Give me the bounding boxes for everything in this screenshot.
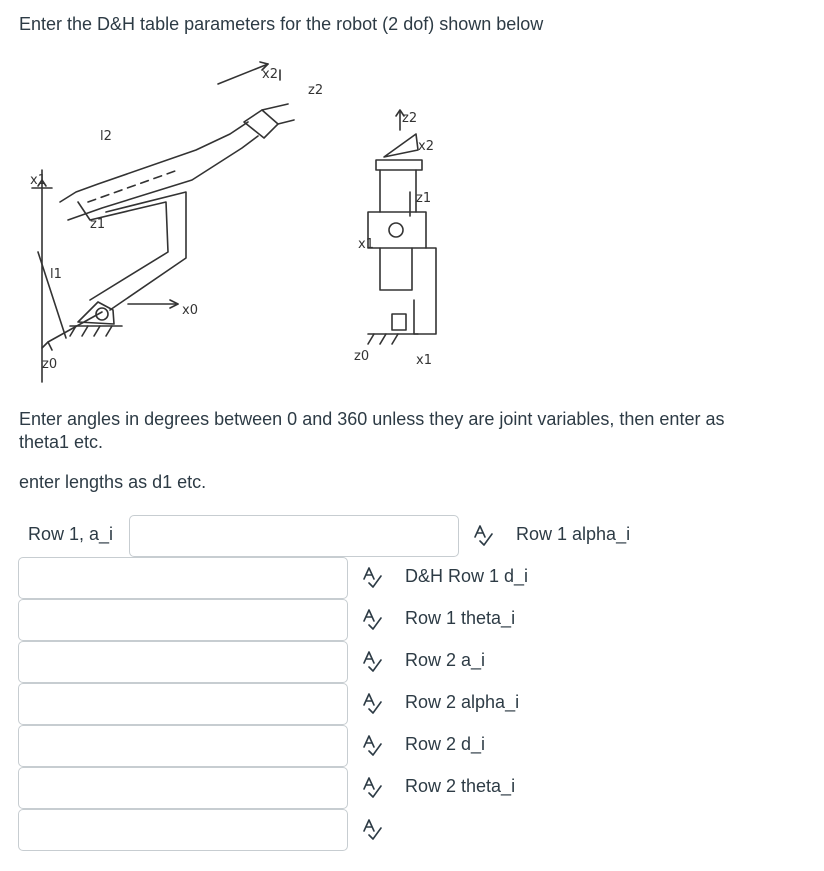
row2-theta-input[interactable] — [18, 809, 348, 851]
fig-label-r-x2: x2 — [418, 139, 434, 154]
fig-label-x1: x1 — [30, 173, 46, 188]
fig-label-r-z1: z1 — [416, 191, 432, 206]
row2-alpha-input[interactable] — [18, 725, 348, 767]
spellcheck-icon[interactable] — [361, 650, 383, 672]
fig-label-z1: z1 — [90, 217, 106, 232]
row1-alpha-input[interactable] — [18, 557, 348, 599]
fig-label-r-x1: x1 — [358, 237, 374, 252]
instructions-lengths: enter lengths as d1 etc. — [19, 472, 207, 492]
row1-alpha-label: Row 1 alpha_i — [516, 524, 631, 544]
row2-alpha-label: Row 2 alpha_i — [405, 692, 520, 712]
row1-theta-label: Row 1 theta_i — [405, 608, 516, 628]
fig-label-z0: z0 — [42, 357, 58, 372]
fig-label-x0: x0 — [182, 303, 198, 318]
fig-label-l1: l1 — [50, 267, 62, 282]
spellcheck-icon[interactable] — [361, 734, 383, 756]
spellcheck-icon[interactable] — [361, 566, 383, 588]
row2-ai-label: Row 2 a_i — [405, 650, 486, 670]
row1-di-label: D&H Row 1 d_i — [405, 566, 529, 586]
spellcheck-icon[interactable] — [472, 524, 494, 546]
robot-figure — [18, 52, 578, 392]
row2-theta-label: Row 2 theta_i — [405, 776, 516, 796]
spellcheck-icon[interactable] — [361, 608, 383, 630]
row2-di-input[interactable] — [18, 767, 348, 809]
spellcheck-icon[interactable] — [361, 818, 383, 840]
row1-ai-input[interactable] — [129, 515, 459, 557]
fig-label-l2: l2 — [100, 129, 112, 144]
instructions-angles: Enter angles in degrees between 0 and 360 unless they are joint variables, then enter as theta1 etc. — [19, 409, 725, 452]
spellcheck-icon[interactable] — [361, 692, 383, 714]
spellcheck-icon[interactable] — [361, 776, 383, 798]
fig-label-r-z2: z2 — [402, 111, 418, 126]
fig-label-z2: z2 — [308, 83, 324, 98]
fig-label-x2: x2 — [262, 67, 278, 82]
row1-di-input[interactable] — [18, 599, 348, 641]
row2-di-label: Row 2 d_i — [405, 734, 486, 754]
row2-ai-input[interactable] — [18, 683, 348, 725]
question-title: Enter the D&H table parameters for the robot (2 dof) shown below — [19, 14, 544, 34]
fig-label-r-z0: z0 — [354, 349, 370, 364]
row1-theta-input[interactable] — [18, 641, 348, 683]
fig-label-r-x1b: x1 — [416, 353, 432, 368]
row1-ai-label: Row 1, a_i — [28, 524, 114, 544]
